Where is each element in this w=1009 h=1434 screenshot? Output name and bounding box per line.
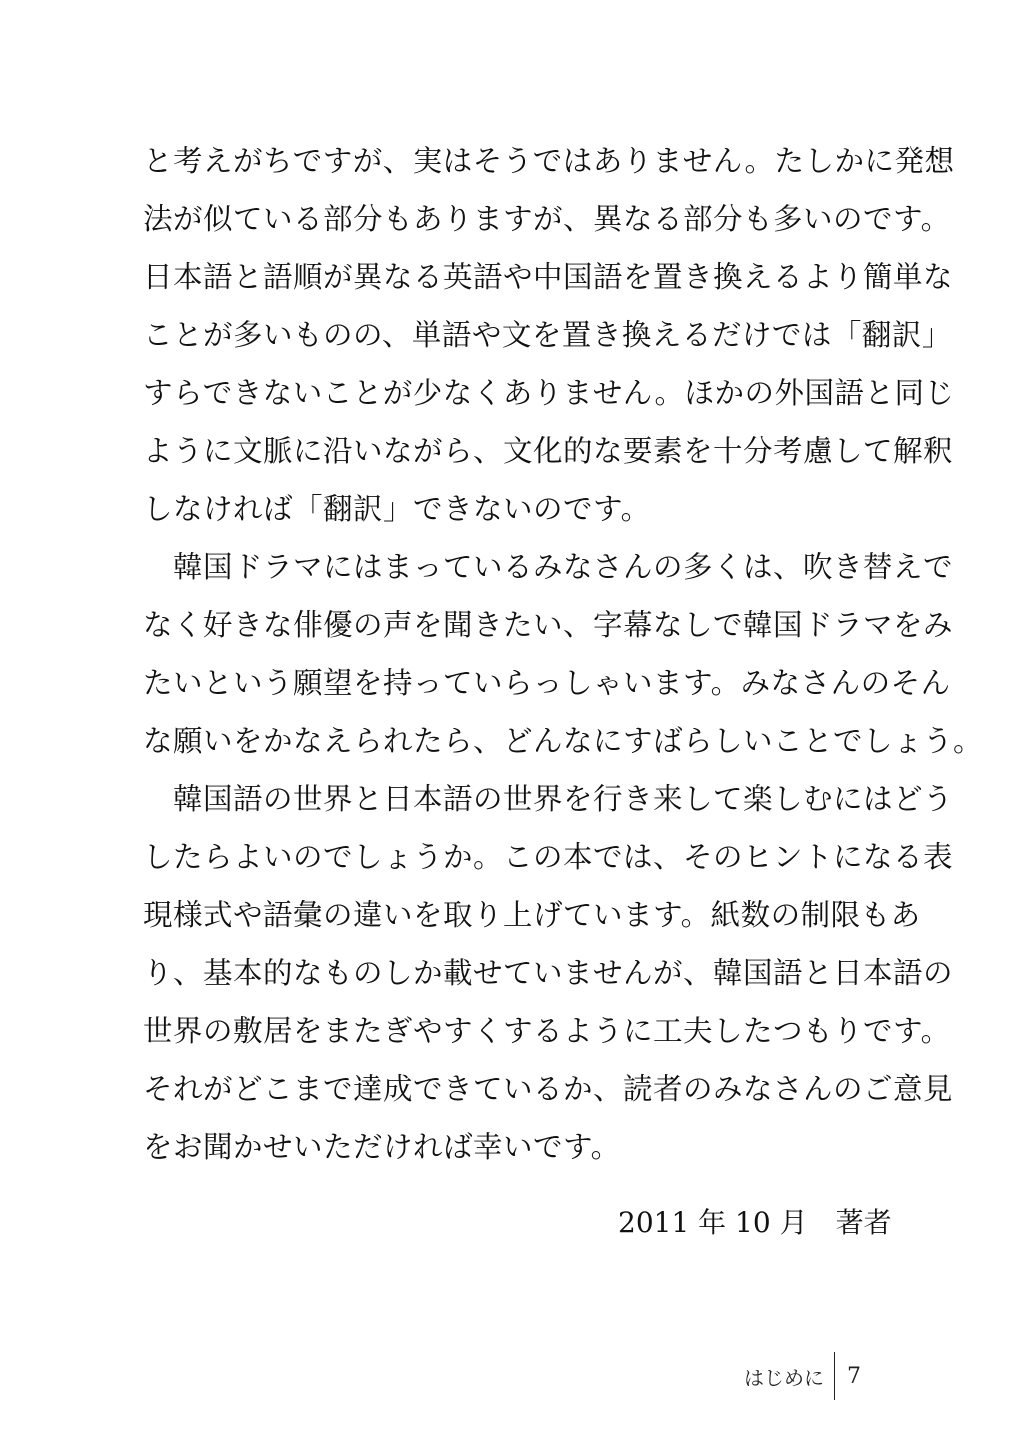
body-text: [143, 132, 984, 1176]
text-line: すらできないことが少なくありません。ほかの外国語と同じ: [143, 376, 955, 410]
text-line: をお聞かせいただければ幸いです。: [143, 1130, 621, 1164]
text-line: 世界の敷居をまたぎやすくするように工夫したつもりです。: [143, 1014, 951, 1048]
text-line: しなければ「翻訳」できないのです。: [143, 492, 651, 526]
text-line: たいという願望を持っていらっしゃいます。みなさんのそん: [143, 666, 951, 700]
signature-date-author: 2011 年 10 月 著者: [618, 1206, 892, 1239]
text-line: 日本語と語順が異なる英語や中国語を置き換えるより簡単な: [143, 260, 954, 294]
page-number: 7: [847, 1363, 861, 1389]
text-line: なく好きな俳優の声を聞きたい、字幕なしで韓国ドラマをみ: [143, 608, 954, 642]
text-line: したらよいのでしょうか。この本では、そのヒントになる表: [143, 840, 954, 874]
text-line: ことが多いものの、単語や文を置き換えるだけでは「翻訳」: [143, 318, 952, 352]
text-line: 韓国ドラマにはまっているみなさんの多くは、吹き替えで: [143, 550, 954, 584]
text-line: 現様式や語彙の違いを取り上げています。紙数の制限もあ: [143, 898, 921, 932]
text-line: 韓国語の世界と日本語の世界を行き来して楽しむにはどう: [143, 782, 954, 816]
text-line: それがどこまで達成できているか、読者のみなさんのご意見: [143, 1072, 954, 1106]
text-line: ように文脈に沿いながら、文化的な要素を十分考慮して解釈: [143, 434, 954, 468]
text-line: り、基本的なものしか載せていませんが、韓国語と日本語の: [143, 956, 954, 990]
text-line: な願いをかなえられたら、どんなにすばらしいことでしょう。: [143, 724, 984, 758]
page-footer: [744, 1350, 861, 1402]
text-line: 法が似ている部分もありますが、異なる部分も多いのです。: [143, 202, 951, 236]
text-line: と考えがちですが、実はそうではありません。たしかに発想: [143, 144, 955, 178]
footer-section-title: はじめに: [744, 1365, 824, 1390]
